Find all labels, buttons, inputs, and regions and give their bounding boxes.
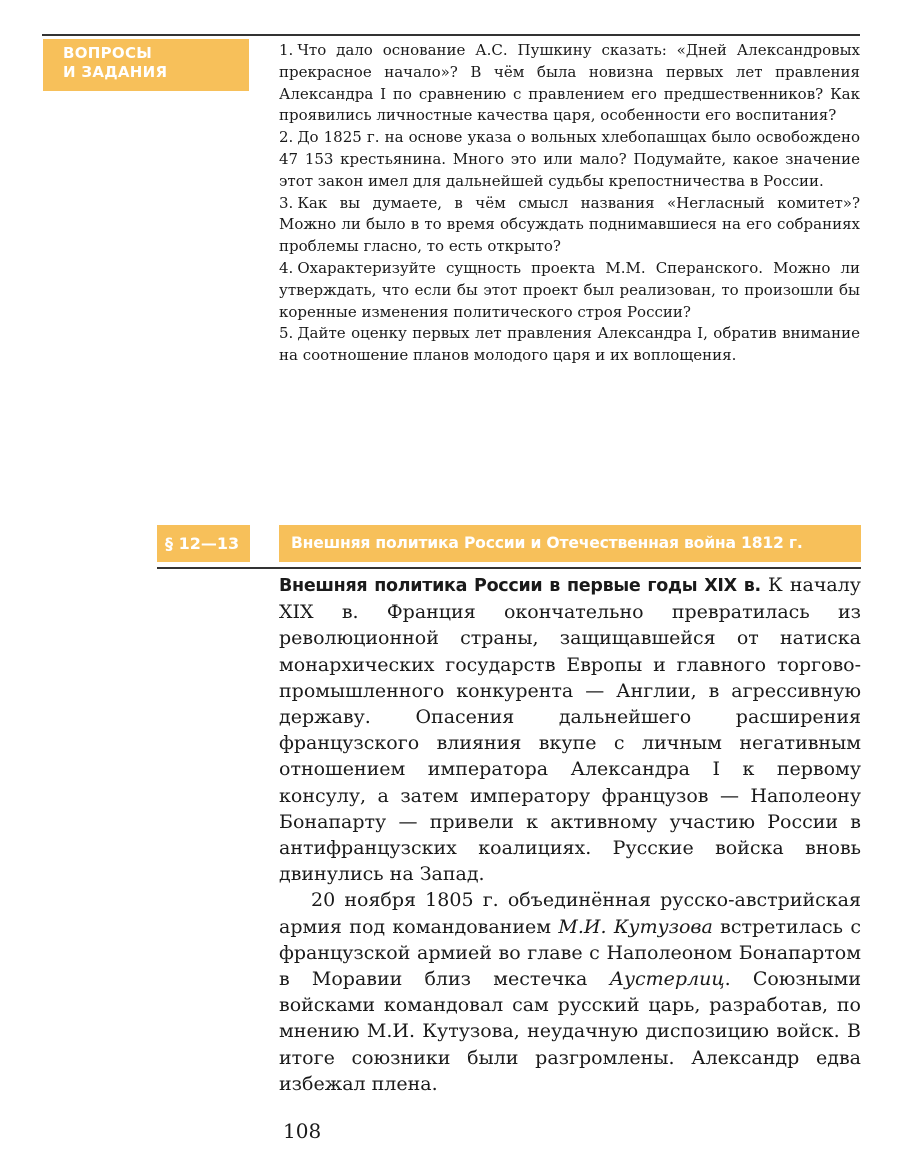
question-item: [279, 193, 860, 258]
paragraph-number-badge: § 12—13: [157, 525, 250, 562]
body-text: [279, 572, 861, 1097]
question-number: 5.: [279, 324, 294, 343]
question-text: Как вы думаете, в чём смысл названия «Негласный комитет»? Можно ли было в то время обсуждать поднимавшиеся на его собраниях проблемы гласно, то есть открыто?: [279, 193, 860, 256]
question-item: [279, 127, 860, 192]
question-number: 1.: [279, 41, 294, 59]
chapter-title: Внешняя политика России и Отечественная война 1812 г.: [279, 525, 861, 562]
body-paragraph-1: [279, 572, 861, 887]
question-number: 3.: [279, 193, 294, 212]
question-number: 2.: [279, 128, 294, 147]
questions-label-line-1: ВОПРОСЫ: [63, 44, 153, 62]
paragraph-2-part-1: 20 ноября 1805 г. объединённая русско-австрийская армия под командованием: [279, 889, 861, 938]
questions-label: [43, 39, 249, 91]
question-text: Дайте оценку первых лет правления Александра I, обратив внимание на соотношение планов молодого царя и их воплощения.: [279, 324, 860, 365]
question-item: [279, 323, 860, 367]
questions-list: [279, 40, 860, 367]
question-item: [279, 258, 860, 323]
question-text: Что дало основание А.С. Пушкину сказать: «Дней Александровых прекрасное начало»? В чём была новизна первых лет правления Александра I по сравнению с правлением его предшественников? Как проявились личностные качества царя, особенности его воспитания?: [279, 41, 860, 125]
paragraph-2-italic-kutuzov: М.И. Кутузова: [558, 915, 713, 938]
paragraph-2-part-2: встретилась с французской армией во главе с Наполеоном Бонапартом в Моравии близ местечка: [279, 915, 861, 991]
paragraph-2-part-3: . Союзными войсками командовал сам русский царь, разработав, по мнению М.И. Кутузова, неудачную диспозицию войск. В итоге союзники были разгромлены. Александр едва избежал плена.: [279, 968, 861, 1095]
question-text: Охарактеризуйте сущность проекта М.М. Сперанского. Можно ли утверждать, что если бы этот проект был реализован, то произошли бы коренные изменения политического строя России?: [279, 258, 860, 321]
questions-label-line-2: И ЗАДАНИЯ: [63, 63, 168, 81]
chapter-rule: [157, 567, 861, 569]
top-rule: [42, 34, 860, 36]
question-text: До 1825 г. на основе указа о вольных хлебопашцах было освобождено 47 153 крестьянина. Много это или мало? Подумайте, какое значение этот закон имел для дальнейшей судьбы крепостничества в России.: [279, 128, 860, 190]
paragraph-1-text: К началу XIX в. Франция окончательно превратилась из революционной страны, защищавшейся от натиска монархических государств Европы и главного торгово-промышленного конкурента — Англии, в агрессивную державу. Опасения дальнейшего расширения французского влияния вкупе с личным негативным отношением императора Александра I к первому консулу, а затем императору французов — Наполеону Бонапарту — привели к активному участию России в антифранцузских коалициях. Русские войска вновь двинулись на Запад.: [279, 574, 861, 886]
question-item: [279, 40, 860, 127]
page-number: 108: [283, 1119, 322, 1143]
body-paragraph-2: [279, 887, 861, 1097]
section-heading: Внешняя политика России в первые годы XIX в.: [279, 576, 761, 596]
paragraph-2-italic-austerlitz: Аустерлиц: [609, 968, 725, 991]
question-number: 4.: [279, 258, 294, 277]
